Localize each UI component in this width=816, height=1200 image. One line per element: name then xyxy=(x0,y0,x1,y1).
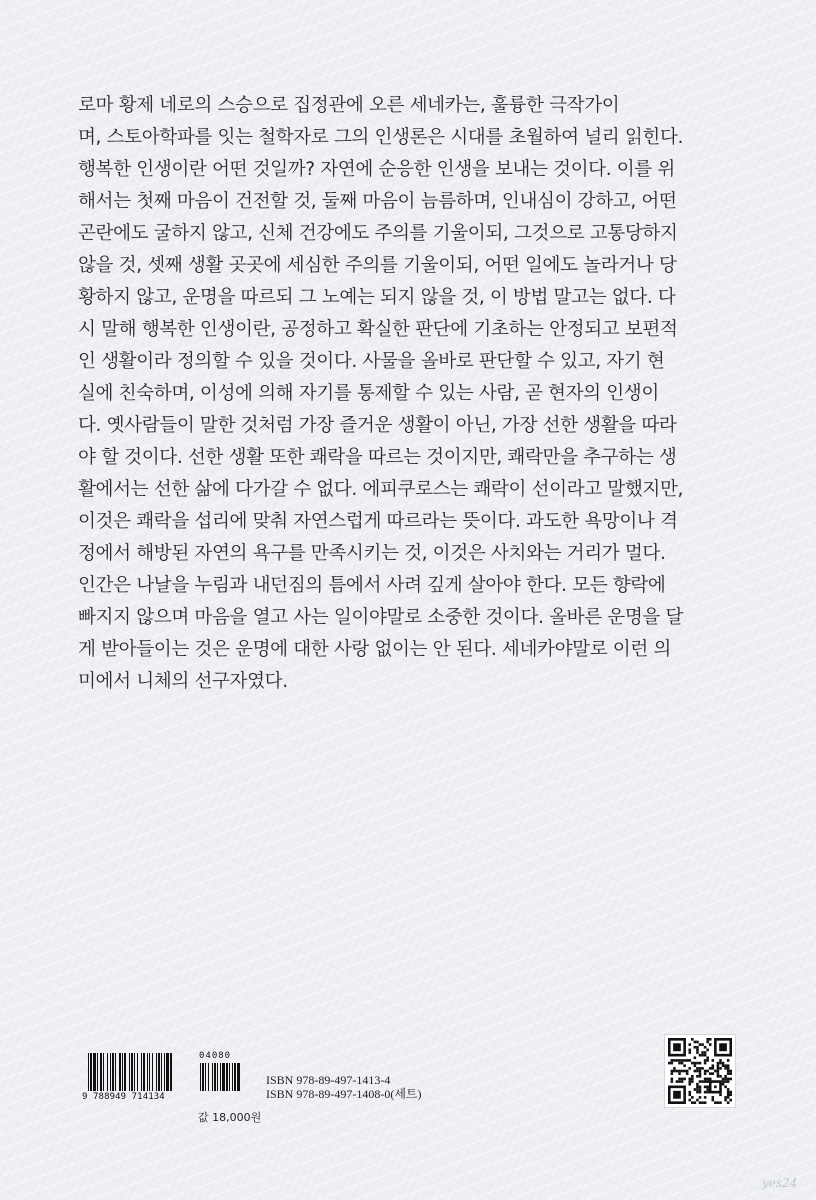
isbn-info xyxy=(266,1073,422,1101)
price-label: 값 18,000원 xyxy=(198,1111,262,1124)
qr-code xyxy=(664,1034,736,1108)
watermark-logo: yes24 xyxy=(762,1176,798,1190)
qr-code-icon xyxy=(668,1038,732,1104)
barcode-digits: 9 788949 714134 xyxy=(82,1092,165,1102)
isbn-line-2: ISBN 978-89-497-1408-0(세트) xyxy=(266,1087,422,1101)
isbn-barcode xyxy=(84,1053,256,1103)
book-description: 로마 황제 네로의 스승으로 집정관에 오른 세네카는, 훌륭한 극작가이 며, 스토아학파를 잇는 철학자로 그의 인생론은 시대를 초월하여 널리 읽힌다. 행복한 인생이란 어떤 것일까? 자연에 순응한 인생을 보내는 것이다. 이를 위 해서는 첫째 마음이 건전할 것, 둘째 마음이 늠름하며, 인내심이 강하고, 어떤 곤란에도 굴하지 않고, 신체 건강에도 주의를 기울이되, 그것으로 고통당하지 않을 것, 셋째 생활 곳곳에 세심한 주의를 기울이되, 어떤 일에도 놀라거나 당 황하지 않고, 운명을 따르되 그 노예는 되지 않을 것, 이 방법 말고는 없다. 다 시 말해 행복한 인생이란, 공정하고 확실한 판단에 기초하는 안정되고 보편적 인 생활이라 정의할 수 있을 것이다. 사물을 올바로 판단할 수 있고, 자기 현 실에 친숙하며, 이성에 의해 자기를 통제할 수 있는 사람, 곧 현자의 인생이 다. 옛사람들이 말한 것처럼 가장 즐거운 생활이 아닌, 가장 선한 생활을 따라 야 할 것이다. 선한 생활 또한 쾌락을 따르는 것이지만, 쾌락만을 추구하는 생 활에서는 선한 삶에 다가갈 수 없다. 에피쿠로스는 쾌락이 선이라고 말했지만, 이것은 쾌락을 섭리에 맞춰 자연스럽게 따르라는 뜻이다. 과도한 욕망이나 격 정에서 해방된 자연의 욕구를 만족시키는 것, 이것은 사치와는 거리가 멀다. 인간은 나날을 누림과 내던짐의 틈에서 사려 깊게 살아야 한다. 모든 향락에 빠지지 않으며 마음을 열고 사는 일이야말로 소중한 것이다. 올바른 운명을 달 게 받아들이는 것은 운명에 대한 사랑 없이는 안 된다. 세네카야말로 이런 의 미에서 니체의 선구자였다. xyxy=(78,95,684,692)
barcode-addon-code: 04080 xyxy=(199,1051,232,1061)
isbn-line-1: ISBN 978-89-497-1413-4 xyxy=(266,1073,391,1087)
